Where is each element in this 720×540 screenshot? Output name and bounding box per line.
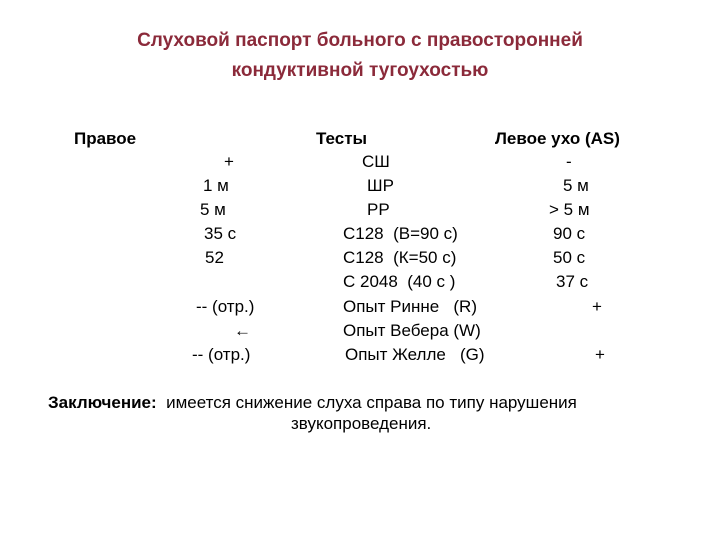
row-2-left: 5 м (563, 176, 589, 195)
conclusion-label: Заключение: (48, 393, 157, 412)
row-9-right: -- (отр.) (192, 345, 251, 364)
row-5-test: С128 (К=50 с) (343, 248, 457, 267)
page-title (0, 26, 720, 86)
header-right-ear: Правое (74, 129, 137, 148)
title-line-2: кондуктивной тугоухостью (231, 60, 489, 81)
row-6-test: С 2048 (40 с ) (343, 272, 456, 291)
header-left-ear: Левое ухо (AS) (495, 129, 620, 148)
row-8-test: Опыт Вебера (W) (343, 321, 481, 340)
conclusion (48, 392, 577, 414)
row-7-left: + (592, 297, 602, 316)
row-9-test: Опыт Желле (G) (345, 345, 485, 364)
row-3-test: РР (367, 200, 390, 219)
row-9-left: + (595, 345, 605, 364)
row-7-right: -- (отр.) (196, 297, 255, 316)
row-1-test: СШ (362, 152, 390, 171)
row-3-right: 5 м (200, 200, 226, 219)
row-1-left: - (566, 152, 572, 171)
conclusion-text-line-2: звукопроведения. (291, 414, 432, 433)
conclusion-text-line-1: имеется снижение слуха справа по типу нарушения (166, 393, 577, 412)
row-6-left: 37 с (556, 272, 589, 291)
row-4-left: 90 с (553, 224, 586, 243)
row-5-right: 52 (205, 248, 224, 267)
title-line-1: Слуховой паспорт больного с правосторонней (137, 30, 583, 51)
row-3-left: > 5 м (549, 200, 590, 219)
row-2-right: 1 м (203, 176, 229, 195)
row-2-test: ШР (367, 176, 394, 195)
header-tests: Тесты (316, 129, 368, 148)
row-5-left: 50 с (553, 248, 586, 267)
row-7-test: Опыт Ринне (R) (343, 297, 477, 316)
row-8-right-arrow-icon: ← (234, 321, 251, 340)
row-1-right: + (224, 152, 234, 171)
row-4-test: С128 (В=90 с) (343, 224, 458, 243)
row-4-right: 35 с (204, 224, 237, 243)
